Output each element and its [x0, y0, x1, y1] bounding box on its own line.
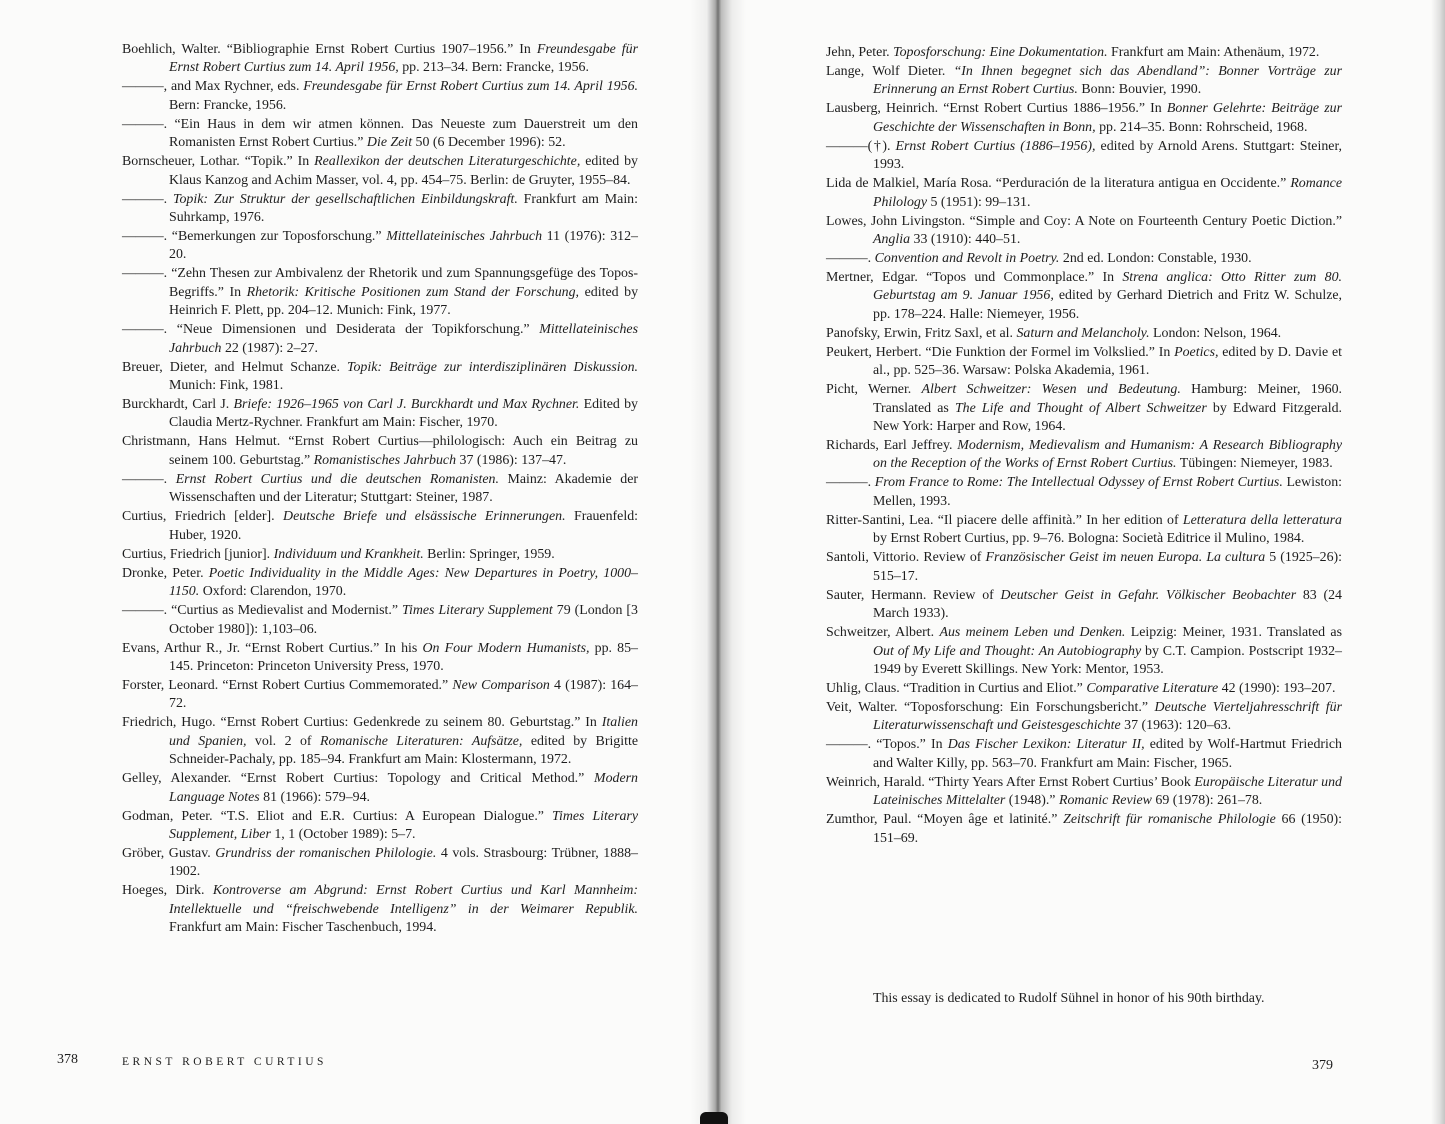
- entry-text: 1, 1 (October 1989): 5–7.: [270, 826, 416, 842]
- entry-title-italic: Mittellateinisches Jahrbuch: [169, 322, 638, 356]
- entry-text: edited by D. Davie et al., pp. 525–36. Warsaw: Polska Akademia, 1961.: [873, 344, 1342, 379]
- entry-text: edited by Arnold Arens. Stuttgart: Steiner, 1993.: [873, 138, 1342, 173]
- bibliography-entry: [122, 41, 638, 78]
- entry-text: Sauter, Hermann. Review of: [826, 587, 1001, 603]
- entry-text: (1948).”: [1005, 793, 1059, 809]
- entry-text: Breuer, Dieter, and Helmut Schanze.: [122, 359, 348, 375]
- bibliography-entry: [826, 344, 1342, 381]
- entry-text: Friedrich, Hugo. “Ernst Robert Curtius: Gedenkrede zu seinem 80. Geburtstag.” In: [122, 715, 602, 731]
- entry-text: Bornscheuer, Lothar. “Topik.” In: [122, 154, 315, 170]
- entry-text: Leipzig: Meiner, 1931. Translated as: [1125, 625, 1343, 641]
- entry-text: 69 (1978): 261–78.: [1151, 793, 1263, 809]
- entry-text: 79 (London [3 October 1980]): 1,103–06.: [169, 603, 638, 637]
- entry-title-italic: Bonner Gelehrte: Beiträge zur Geschichte der Wissenschaften in Bonn,: [873, 101, 1342, 135]
- entry-text: vol. 2 of: [246, 733, 320, 749]
- dedication-note: This essay is dedicated to Rudolf Sühnel in honor of his 90th birthday.: [873, 991, 1265, 1006]
- entry-title-italic: Briefe: 1926–1965 von Carl J. Burckhardt und Max Rychner.: [233, 397, 580, 413]
- bibliography-entry: [826, 100, 1342, 137]
- entry-title-italic: Romance Philology: [873, 176, 1342, 210]
- entry-text: pp. 214–35. Bonn: Rohrscheid, 1968.: [1095, 119, 1308, 135]
- bibliography-entry: [122, 808, 638, 845]
- entry-text: ———, and Max Rychner, eds.: [122, 79, 304, 95]
- entry-title-italic: Mittellateinisches Jahrbuch: [386, 229, 543, 245]
- entry-text: ———. “Bemerkungen zur Toposforschung.”: [122, 229, 387, 245]
- bibliography-entry: [122, 714, 638, 769]
- bibliography-entry: [826, 811, 1342, 848]
- bibliography-entry: [122, 396, 638, 433]
- page-number-right: 379: [1312, 1058, 1333, 1073]
- bibliography-entry: [122, 546, 638, 564]
- entry-title-italic: Romanic Review: [1058, 793, 1152, 809]
- entry-text: edited by Wolf-Hartmut Friedrich and Walter Killy, pp. 563–70. Frankfurt am Main: Fischer, 1965.: [873, 737, 1342, 771]
- entry-text: Frankfurt am Main: Fischer Taschenbuch, 1994.: [169, 920, 437, 936]
- entry-title-italic: Die Zeit: [366, 135, 413, 151]
- entry-text: Frauenfeld: Huber, 1920.: [169, 509, 638, 543]
- bibliography-entry: [826, 549, 1342, 586]
- bibliography-entry: [122, 770, 638, 807]
- entry-text: Richards, Earl Jeffrey.: [826, 438, 958, 454]
- bibliography-entry: [122, 265, 638, 320]
- entry-text: Lange, Wolf Dieter.: [826, 64, 954, 79]
- entry-title-italic: Rhetorik: Kritische Positionen zum Stand der Forschung,: [246, 284, 580, 300]
- entry-text: Frankfurt am Main: Athenäum, 1972.: [1107, 45, 1320, 60]
- entry-text: ———.: [122, 471, 176, 487]
- entry-text: Mainz: Akademie der Wissenschaften und der Literatur; Stuttgart: Steiner, 1987.: [169, 471, 638, 506]
- entry-text: 4 vols. Strasbourg: Trübner, 1888–1902.: [169, 845, 638, 880]
- entry-title-italic: Albert Schweitzer: Wesen und Bedeutung.: [921, 382, 1181, 398]
- entry-text: 81 (1966): 579–94.: [259, 789, 371, 805]
- entry-text: ———. “Neue Dimensionen und Desiderata der Topikforschung.”: [122, 322, 540, 338]
- bibliography-entry: [826, 175, 1342, 212]
- entry-text: ———. “Topos.” In: [826, 737, 948, 753]
- page-edge-shadow: [1431, 0, 1445, 1124]
- bibliography-entry: [122, 845, 638, 882]
- bibliography-entry: [122, 191, 638, 228]
- entry-text: Ritter-Santini, Lea. “Il piacere delle affinità.” In her edition of: [826, 512, 1183, 528]
- bibliography-entry: [826, 437, 1342, 474]
- entry-text: ———. “Ein Haus in dem wir atmen können. Das Neueste zum Dauerstreit um den Romanisten Ernst Robert Curtius.”: [122, 116, 638, 151]
- bibliography-entry: [122, 359, 638, 396]
- entry-title-italic: “In Ihnen begegnet sich das Abendland”: Bonner Vorträge zur Erinnerung an Ernst Robert Curtius.: [873, 64, 1343, 98]
- entry-text: 37 (1963): 120–63.: [1120, 718, 1232, 734]
- entry-title-italic: Individuum und Krankheit.: [273, 546, 424, 562]
- entry-text: Oxford: Clarendon, 1970.: [199, 584, 347, 600]
- entry-title-italic: Modern Language Notes: [169, 771, 638, 805]
- bibliography-entry: [826, 587, 1342, 624]
- entry-title-italic: The Life and Thought of Albert Schweitzer: [954, 400, 1207, 416]
- entry-text: by C.T. Campion. Postscript 1932–1949 by Everett Skillings. New York: Mentor, 1953.: [873, 643, 1342, 677]
- bibliography-column-right: [826, 44, 1342, 849]
- entry-text: ———.: [826, 475, 875, 491]
- entry-title-italic: Deutscher Geist in Gefahr. Völkischer Beobachter: [1000, 587, 1297, 603]
- entry-text: Gelley, Alexander. “Ernst Robert Curtius: Topology and Critical Method.”: [122, 771, 595, 787]
- entry-text: Berlin: Springer, 1959.: [423, 546, 555, 562]
- entry-title-italic: Deutsche Briefe und elsässische Erinnerungen.: [283, 509, 566, 525]
- entry-text: 5 (1925–26): 515–17.: [873, 550, 1342, 584]
- bibliography-entry: [826, 624, 1342, 679]
- entry-text: ———.: [122, 191, 174, 207]
- entry-text: Forster, Leonard. “Ernst Robert Curtius Commemorated.”: [122, 677, 453, 693]
- entry-text: ———.: [826, 251, 875, 267]
- entry-text: Frankfurt am Main: Suhrkamp, 1976.: [169, 191, 638, 226]
- entry-text: 33 (1910): 440–51.: [910, 232, 1021, 248]
- entry-text: Evans, Arthur R., Jr. “Ernst Robert Curtius.” In his: [122, 640, 423, 656]
- entry-title-italic: On Four Modern Humanists,: [422, 640, 590, 656]
- bibliography-entry: [122, 882, 638, 937]
- bibliography-entry: [826, 138, 1342, 175]
- entry-text: Bern: Francke, 1956.: [169, 97, 287, 113]
- bibliography-entry: [122, 677, 638, 714]
- entry-text: Godman, Peter. “T.S. Eliot and E.R. Curtius: A European Dialogue.”: [122, 808, 552, 824]
- entry-text: edited by Heinrich F. Plett, pp. 204–12. Munich: Fink, 1977.: [169, 284, 639, 319]
- entry-text: Picht, Werner.: [826, 382, 922, 398]
- entry-text: 11 (1976): 312–20.: [169, 229, 638, 263]
- bibliography-entry: [826, 269, 1342, 324]
- entry-title-italic: Poetics,: [1174, 344, 1219, 360]
- bibliography-entry: [826, 736, 1342, 773]
- entry-title-italic: Romanische Literaturen: Aufsätze,: [319, 733, 523, 749]
- bibliography-entry: [826, 44, 1342, 62]
- entry-title-italic: Französischer Geist im neuen Europa. La cultura: [985, 550, 1266, 566]
- entry-title-italic: Convention and Revolt in Poetry.: [874, 251, 1060, 267]
- bibliography-entry: [122, 228, 638, 265]
- entry-text: Hamburg: Meiner, 1960. Translated as: [873, 382, 1343, 416]
- bibliography-entry: [826, 213, 1342, 250]
- entry-text: Lowes, John Livingston. “Simple and Coy: A Note on Fourteenth Century Poetic Diction.”: [826, 213, 1342, 229]
- entry-text: 37 (1986): 137–47.: [456, 452, 567, 468]
- entry-text: Lida de Malkiel, María Rosa. “Perduración de la literatura antigua en Occidente.”: [826, 176, 1291, 192]
- entry-title-italic: Letteratura della letteratura: [1182, 512, 1342, 528]
- entry-title-italic: Das Fischer Lexikon: Literatur II,: [947, 737, 1145, 753]
- entry-title-italic: Freundesgabe für Ernst Robert Curtius zum 14. April 1956.: [303, 79, 638, 95]
- bibliography-entry: [122, 640, 638, 677]
- bibliography-entry: [122, 565, 638, 602]
- entry-text: 2nd ed. London: Constable, 1930.: [1059, 251, 1252, 267]
- book-gutter-shadow: [690, 0, 746, 1124]
- entry-text: Uhlig, Claus. “Tradition in Curtius and Eliot.”: [826, 680, 1087, 696]
- entry-title-italic: Poetic Individuality in the Middle Ages: New Departures in Poetry, 1000–1150.: [169, 565, 638, 600]
- entry-title-italic: Freundesgabe für Ernst Robert Curtius zum 14. April 1956,: [169, 42, 638, 76]
- bibliography-entry: [122, 602, 638, 639]
- entry-title-italic: Times Literary Supplement: [402, 603, 553, 619]
- entry-text: by Edward Fitzgerald. New York: Harper and Row, 1964.: [873, 400, 1342, 435]
- entry-text: Munich: Fink, 1981.: [169, 378, 284, 394]
- entry-title-italic: Zeitschrift für romanische Philologie: [1063, 812, 1276, 828]
- entry-text: Veit, Walter. “Toposforschung: Ein Forschungsbericht.”: [826, 699, 1155, 715]
- entry-text: Curtius, Friedrich [elder].: [122, 509, 284, 525]
- entry-text: edited by Klaus Kanzog and Achim Masser, vol. 4, pp. 454–75. Berlin: de Gruyter, 1955–84.: [169, 154, 638, 188]
- entry-text: by Ernst Robert Curtius, pp. 9–76. Bologna: Società Editrice il Mulino, 1984.: [873, 531, 1305, 547]
- bibliography-entry: [122, 78, 638, 115]
- entry-title-italic: Deutsche Vierteljahresschrift für Literaturwissenschaft und Geistesgeschichte: [873, 699, 1342, 734]
- bibliography-entry: [122, 508, 638, 545]
- entry-text: ———. “Zehn Thesen zur Ambivalenz der Rhetorik und zum Spannungsgefüge des Topos-Begriffs.” In: [122, 266, 638, 300]
- entry-title-italic: Times Literary Supplement, Liber: [169, 808, 638, 842]
- entry-title-italic: Topik: Beiträge zur interdisziplinären Diskussion.: [347, 359, 638, 375]
- entry-text: Bonn: Bouvier, 1990.: [1077, 82, 1202, 98]
- entry-text: 83 (24 March 1933).: [873, 587, 1343, 622]
- entry-title-italic: Europäische Literatur und Lateinisches Mittelalter: [873, 774, 1342, 809]
- entry-text: 4 (1987): 164–72.: [169, 677, 638, 712]
- bibliography-column-left: [122, 41, 638, 938]
- entry-text: Jehn, Peter.: [826, 45, 894, 60]
- bibliography-entry: [826, 325, 1342, 343]
- bibliography-entry: [826, 63, 1342, 100]
- entry-text: Gröber, Gustav.: [122, 845, 216, 861]
- entry-title-italic: Italien und Spanien,: [169, 715, 638, 749]
- entry-title-italic: Aus meinem Leben und Denken.: [939, 625, 1126, 641]
- bibliography-entry: [122, 153, 638, 190]
- entry-title-italic: Comparative Literature: [1086, 680, 1219, 696]
- entry-text: Panofsky, Erwin, Fritz Saxl, et al.: [826, 325, 1017, 341]
- bibliography-entry: [826, 774, 1342, 811]
- running-head: ERNST ROBERT CURTIUS: [122, 1056, 327, 1068]
- entry-text: Mertner, Edgar. “Topos und Commonplace.” In: [826, 270, 1123, 286]
- bibliography-entry: [826, 250, 1342, 268]
- entry-title-italic: Ernst Robert Curtius und die deutschen Romanisten.: [175, 471, 499, 487]
- entry-text: Tübingen: Niemeyer, 1983.: [1176, 456, 1333, 472]
- bibliography-entry: [826, 381, 1342, 436]
- entry-text: ———. “Curtius as Medievalist and Modernist.”: [122, 603, 403, 619]
- entry-title-italic: New Comparison: [452, 677, 550, 693]
- entry-text: London: Nelson, 1964.: [1149, 325, 1282, 341]
- entry-text: 22 (1987): 2–27.: [221, 340, 318, 356]
- entry-text: pp. 213–34. Bern: Francke, 1956.: [398, 60, 589, 76]
- entry-text: Hoeges, Dirk.: [122, 883, 213, 899]
- bibliography-entry: [122, 116, 638, 153]
- entry-text: edited by Gerhard Dietrich and Fritz W. Schulze, pp. 178–224. Halle: Niemeyer, 1956.: [873, 288, 1342, 322]
- entry-title-italic: Topik: Zur Struktur der gesellschaftlichen Einbildungskraft.: [173, 191, 518, 207]
- entry-title-italic: Grundriss der romanischen Philologie.: [215, 845, 437, 861]
- entry-text: Burckhardt, Carl J.: [122, 397, 234, 413]
- entry-title-italic: Ernst Robert Curtius (1886–1956),: [895, 138, 1096, 154]
- entry-text: Schweitzer, Albert.: [826, 625, 940, 641]
- entry-text: Lewiston: Mellen, 1993.: [873, 475, 1342, 509]
- entry-title-italic: Strena anglica: Otto Ritter zum 80. Geburtstag am 9. Januar 1956,: [873, 270, 1342, 304]
- entry-title-italic: Saturn and Melancholy.: [1016, 325, 1150, 341]
- entry-text: Christmann, Hans Helmut. “Ernst Robert Curtius—philologisch: Auch ein Beitrag zu seinem 100. Geburtstag.”: [122, 434, 638, 468]
- page-number-left: 378: [57, 1052, 78, 1067]
- bibliography-entry: [826, 699, 1342, 736]
- entry-text: Zumthor, Paul. “Moyen âge et latinité.”: [826, 812, 1064, 828]
- entry-text: Curtius, Friedrich [junior].: [122, 546, 274, 562]
- entry-title-italic: Anglia: [873, 232, 911, 248]
- bibliography-entry: [826, 680, 1342, 698]
- entry-text: Dronke, Peter.: [122, 565, 209, 581]
- entry-text: 5 (1951): 99–131.: [927, 194, 1031, 210]
- entry-text: 66 (1950): 151–69.: [873, 812, 1343, 846]
- bibliography-entry: [826, 474, 1342, 511]
- entry-text: pp. 85–145. Princeton: Princeton University Press, 1970.: [169, 640, 638, 674]
- bibliography-entry: [826, 512, 1342, 549]
- entry-text: 42 (1990): 193–207.: [1218, 680, 1336, 696]
- entry-text: Weinrich, Harald. “Thirty Years After Ernst Robert Curtius’ Book: [826, 774, 1195, 790]
- entry-title-italic: Reallexikon der deutschen Literaturgeschichte,: [314, 154, 581, 170]
- entry-text: 50 (6 December 1996): 52.: [412, 135, 566, 151]
- entry-title-italic: Out of My Life and Thought: An Autobiography: [873, 643, 1142, 659]
- book-spine-edge: [700, 1112, 728, 1124]
- entry-title-italic: From France to Rome: The Intellectual Odyssey of Ernst Robert Curtius.: [874, 475, 1283, 491]
- entry-text: Peukert, Herbert. “Die Funktion der Formel im Volkslied.” In: [826, 344, 1175, 360]
- entry-title-italic: Romanistisches Jahrbuch: [313, 452, 457, 468]
- entry-title-italic: Kontroverse am Abgrund: Ernst Robert Curtius und Karl Mannheim: Intellektuelle und “freischwebende Intelligenz” in der Weimarer Republik.: [169, 883, 638, 917]
- entry-text: edited by Brigitte Schneider-Pachaly, pp. 185–94. Frankfurt am Main: Klostermann, 1972.: [169, 733, 638, 768]
- entry-text: Edited by Claudia Mertz-Rychner. Frankfurt am Main: Fischer, 1970.: [169, 397, 638, 431]
- entry-title-italic: Modernism, Medievalism and Humanism: A Research Bibliography on the Reception of the Works of Ernst Robert Curtius.: [873, 438, 1342, 472]
- entry-text: Lausberg, Heinrich. “Ernst Robert Curtius 1886–1956.” In: [826, 101, 1167, 117]
- entry-text: Boehlich, Walter. “Bibliographie Ernst Robert Curtius 1907–1956.” In: [122, 42, 537, 57]
- entry-title-italic: Toposforschung: Eine Dokumentation.: [893, 45, 1108, 60]
- entry-text: Santoli, Vittorio. Review of: [826, 550, 986, 566]
- entry-text: ———(†).: [826, 138, 896, 154]
- bibliography-entry: [122, 471, 638, 508]
- bibliography-entry: [122, 321, 638, 358]
- bibliography-entry: [122, 433, 638, 470]
